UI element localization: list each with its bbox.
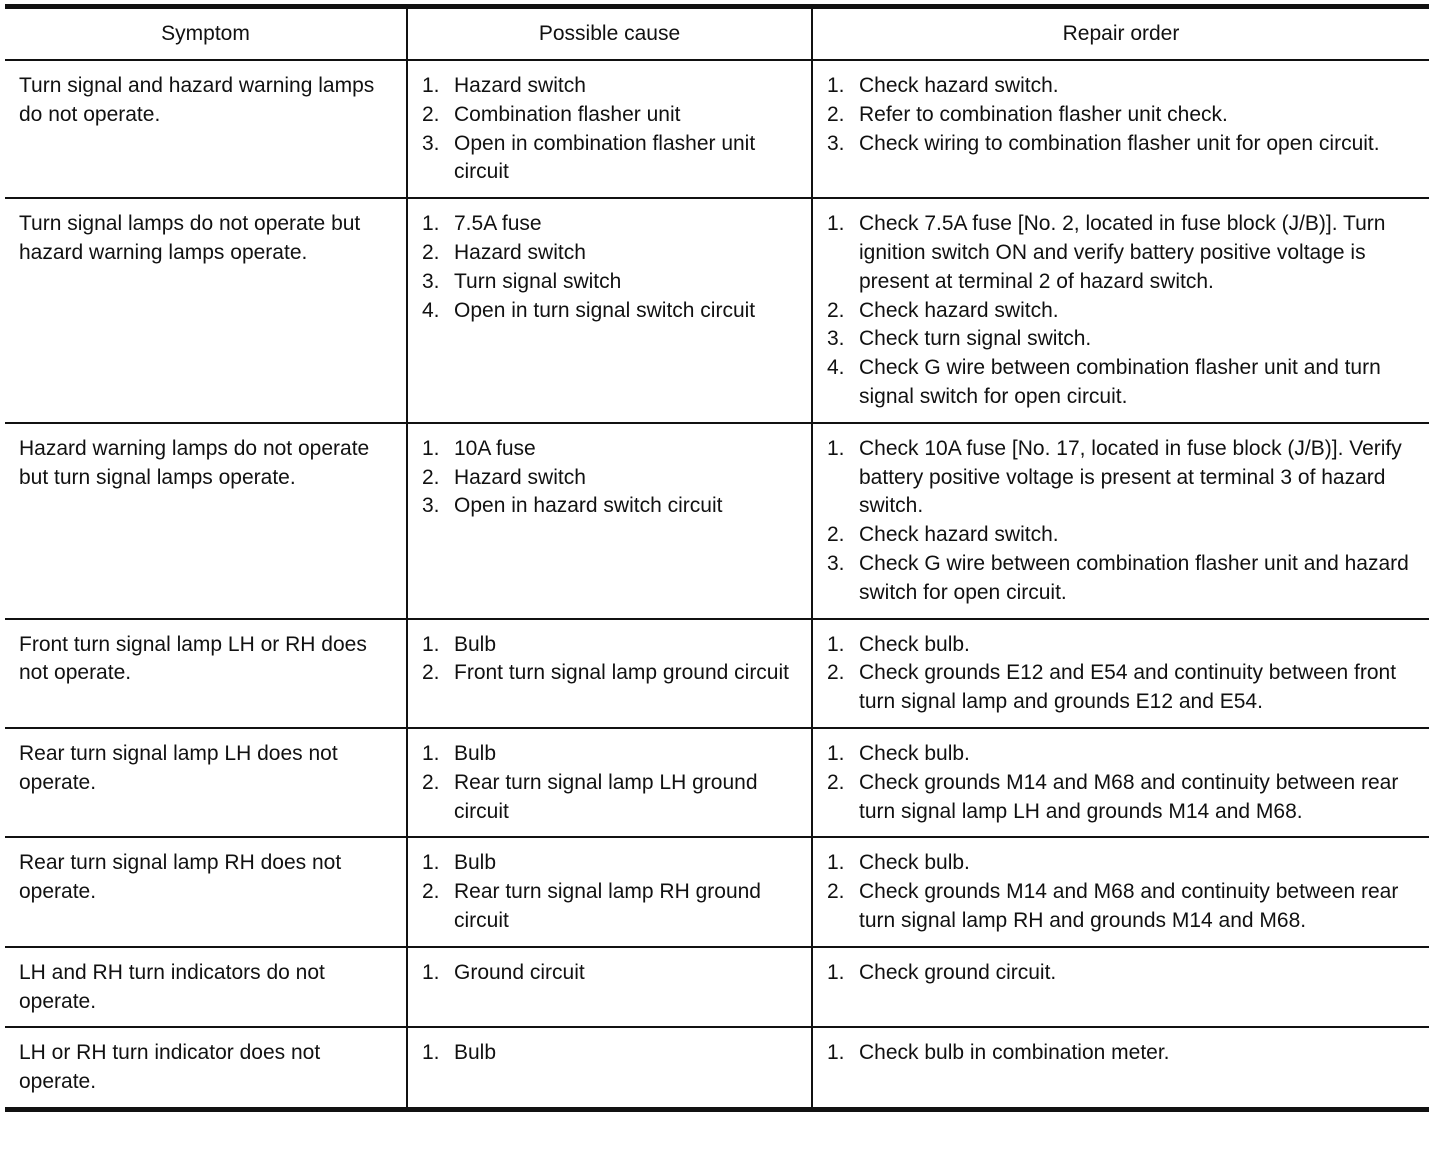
repair-item-number: 1.: [827, 632, 845, 656]
repair-list-item: [827, 354, 1421, 412]
repair-item-number: 1.: [827, 436, 845, 460]
table-body: [5, 60, 1429, 1109]
cause-list-item: [422, 631, 803, 660]
cause-cell: [407, 619, 812, 728]
cause-item-text: 7.5A fuse: [454, 212, 542, 236]
repair-item-text: Check grounds M14 and M68 and continuity between rear turn signal lamp LH and grounds M14 and M68.: [859, 770, 1399, 823]
repair-item-number: 3.: [827, 551, 845, 575]
repair-cell: [812, 837, 1429, 946]
repair-item-number: 2.: [827, 298, 845, 322]
repair-list-item: [827, 297, 1421, 326]
cause-list: [422, 435, 803, 521]
table-row: [5, 423, 1429, 619]
cause-cell: [407, 198, 812, 423]
cause-list-item: [422, 72, 803, 101]
repair-item-text: Check bulb.: [859, 741, 970, 765]
repair-cell: [812, 423, 1429, 619]
repair-item-number: 2.: [827, 102, 845, 126]
cause-item-text: Front turn signal lamp ground circuit: [454, 661, 789, 685]
table-header: [5, 7, 1429, 61]
cause-item-text: Hazard switch: [454, 74, 586, 97]
repair-list-item: [827, 740, 1421, 769]
table-row: [5, 837, 1429, 946]
cause-item-text: Hazard switch: [454, 465, 586, 489]
cause-item-text: Open in turn signal switch circuit: [454, 298, 756, 322]
repair-item-number: 2.: [827, 523, 845, 547]
repair-list: [827, 210, 1421, 412]
repair-cell: [812, 619, 1429, 728]
repair-list-item: [827, 210, 1421, 296]
repair-item-number: 3.: [827, 131, 845, 155]
repair-list: [827, 435, 1421, 608]
cause-item-text: Open in hazard switch circuit: [454, 494, 723, 518]
repair-list-item: [827, 849, 1421, 878]
repair-list-item: [827, 959, 1421, 988]
cause-cell: [407, 947, 812, 1028]
cause-list-item: [422, 268, 803, 297]
repair-item-text: Check bulb.: [859, 851, 970, 875]
cause-item-text: Open in combination flasher unit circuit: [454, 131, 756, 184]
cause-item-number: 1.: [422, 632, 440, 656]
cause-item-number: 3.: [422, 494, 440, 518]
cause-cell: [407, 1027, 812, 1109]
cause-item-text: Hazard switch: [454, 240, 586, 264]
cause-item-text: Combination flasher unit: [454, 102, 681, 126]
cause-list-item: [422, 959, 803, 988]
cause-item-number: 1.: [422, 1041, 440, 1065]
cause-item-number: 2.: [422, 770, 440, 794]
repair-list: [827, 72, 1421, 158]
repair-list-item: [827, 130, 1421, 159]
symptom-cell: Turn signal lamps do not operate but hazard warning lamps operate.: [5, 198, 407, 423]
table-row: [5, 60, 1429, 198]
symptom-cell: Turn signal and hazard warning lamps do not operate.: [5, 60, 407, 198]
repair-item-number: 1.: [827, 851, 845, 875]
cause-list: [422, 72, 803, 187]
symptom-cell: LH and RH turn indicators do not operate.: [5, 947, 407, 1028]
cause-list: [422, 959, 803, 988]
repair-list-item: [827, 769, 1421, 827]
cause-list: [422, 1039, 803, 1068]
cause-cell: [407, 423, 812, 619]
cause-list-item: [422, 464, 803, 493]
repair-item-number: 2.: [827, 880, 845, 904]
repair-item-text: Check grounds E12 and E54 and continuity between front turn signal lamp and grounds E12 and E54.: [859, 661, 1397, 714]
cause-item-text: Bulb: [454, 632, 497, 656]
cause-item-number: 1.: [422, 960, 440, 984]
repair-list-item: [827, 1039, 1421, 1068]
cause-item-text: Turn signal switch: [454, 269, 622, 293]
repair-item-text: Check hazard switch.: [859, 523, 1059, 547]
repair-item-number: 4.: [827, 356, 845, 380]
symptom-cell: Hazard warning lamps do not operate but turn signal lamps operate.: [5, 423, 407, 619]
header-symptom: Symptom: [5, 7, 407, 61]
repair-list: [827, 631, 1421, 717]
cause-item-text: Rear turn signal lamp LH ground circuit: [454, 770, 758, 823]
repair-item-number: 1.: [827, 1041, 845, 1065]
header-repair-order: Repair order: [812, 7, 1429, 61]
repair-item-number: 2.: [827, 661, 845, 685]
header-possible-cause: Possible cause: [407, 7, 812, 61]
repair-list: [827, 740, 1421, 826]
repair-item-text: Check 7.5A fuse [No. 2, located in fuse block (J/B)]. Turn ignition switch ON and verify battery positive voltage is present at terminal 2 of hazard switch.: [859, 212, 1386, 293]
repair-item-number: 2.: [827, 770, 845, 794]
repair-list: [827, 849, 1421, 935]
troubleshooting-table-container: [5, 4, 1429, 1112]
cause-item-number: 1.: [422, 74, 440, 97]
cause-item-number: 2.: [422, 102, 440, 126]
cause-list: [422, 631, 803, 689]
cause-list-item: [422, 849, 803, 878]
repair-list-item: [827, 325, 1421, 354]
cause-item-number: 2.: [422, 465, 440, 489]
cause-item-number: 2.: [422, 240, 440, 264]
cause-list-item: [422, 210, 803, 239]
cause-list-item: [422, 239, 803, 268]
repair-item-text: Check 10A fuse [No. 17, located in fuse block (J/B)]. Verify battery positive voltage is present at terminal 3 of hazard switch.: [859, 436, 1402, 518]
repair-list-item: [827, 550, 1421, 608]
cause-list-item: [422, 130, 803, 188]
cause-list: [422, 849, 803, 935]
repair-item-number: 1.: [827, 212, 845, 236]
repair-cell: [812, 947, 1429, 1028]
repair-item-text: Check bulb in combination meter.: [859, 1041, 1170, 1065]
table-row: [5, 198, 1429, 423]
cause-list-item: [422, 297, 803, 326]
cause-item-text: Bulb: [454, 1041, 497, 1065]
cause-cell: [407, 837, 812, 946]
repair-list-item: [827, 521, 1421, 550]
repair-item-text: Check turn signal switch.: [859, 327, 1092, 351]
repair-item-text: Check hazard switch.: [859, 298, 1059, 322]
cause-cell: [407, 60, 812, 198]
cause-item-text: Rear turn signal lamp RH ground circuit: [454, 880, 761, 932]
repair-list-item: [827, 631, 1421, 660]
cause-item-number: 1.: [422, 851, 440, 875]
repair-item-text: Check wiring to combination flasher unit for open circuit.: [859, 131, 1380, 155]
cause-item-number: 3.: [422, 131, 440, 155]
repair-item-text: Check hazard switch.: [859, 74, 1059, 97]
cause-list: [422, 740, 803, 826]
cause-list-item: [422, 659, 803, 688]
symptom-cell: LH or RH turn indicator does not operate.: [5, 1027, 407, 1109]
repair-item-text: Check grounds M14 and M68 and continuity between rear turn signal lamp RH and grounds M14 and M68.: [859, 880, 1399, 932]
cause-cell: [407, 728, 812, 837]
repair-item-text: Check G wire between combination flasher unit and turn signal switch for open circuit.: [859, 356, 1381, 408]
table-row: [5, 947, 1429, 1028]
cause-item-number: 1.: [422, 212, 440, 236]
table-row: [5, 728, 1429, 837]
repair-item-text: Check bulb.: [859, 632, 970, 656]
cause-item-number: 2.: [422, 661, 440, 685]
repair-item-number: 1.: [827, 960, 845, 984]
repair-list-item: [827, 101, 1421, 130]
cause-item-number: 1.: [422, 436, 440, 460]
cause-item-number: 2.: [422, 880, 440, 904]
repair-list: [827, 959, 1421, 988]
header-row: [5, 7, 1429, 61]
cause-list: [422, 210, 803, 325]
cause-list-item: [422, 492, 803, 521]
cause-item-number: 1.: [422, 741, 440, 765]
repair-list-item: [827, 435, 1421, 521]
cause-list-item: [422, 740, 803, 769]
repair-item-number: 1.: [827, 741, 845, 765]
repair-item-number: 3.: [827, 327, 845, 351]
cause-item-text: Ground circuit: [454, 960, 585, 984]
repair-item-text: Refer to combination flasher unit check.: [859, 102, 1228, 126]
troubleshooting-table: [5, 4, 1429, 1112]
repair-list-item: [827, 878, 1421, 936]
repair-cell: [812, 60, 1429, 198]
cause-item-text: 10A fuse: [454, 436, 536, 460]
repair-cell: [812, 728, 1429, 837]
cause-list-item: [422, 101, 803, 130]
cause-item-number: 3.: [422, 269, 440, 293]
repair-list-item: [827, 659, 1421, 717]
cause-list-item: [422, 435, 803, 464]
repair-item-text: Check G wire between combination flasher unit and hazard switch for open circuit.: [859, 551, 1409, 604]
symptom-cell: Front turn signal lamp LH or RH does not operate.: [5, 619, 407, 728]
cause-list-item: [422, 769, 803, 827]
symptom-cell: Rear turn signal lamp RH does not operate.: [5, 837, 407, 946]
repair-item-number: 1.: [827, 74, 845, 97]
cause-item-text: Bulb: [454, 741, 497, 765]
repair-item-text: Check ground circuit.: [859, 960, 1057, 984]
table-row: [5, 1027, 1429, 1109]
table-row: [5, 619, 1429, 728]
symptom-cell: Rear turn signal lamp LH does not operate.: [5, 728, 407, 837]
cause-list-item: [422, 1039, 803, 1068]
cause-list-item: [422, 878, 803, 936]
repair-list-item: [827, 72, 1421, 101]
repair-cell: [812, 1027, 1429, 1109]
cause-item-text: Bulb: [454, 851, 497, 875]
repair-list: [827, 1039, 1421, 1068]
repair-cell: [812, 198, 1429, 423]
cause-item-number: 4.: [422, 298, 440, 322]
